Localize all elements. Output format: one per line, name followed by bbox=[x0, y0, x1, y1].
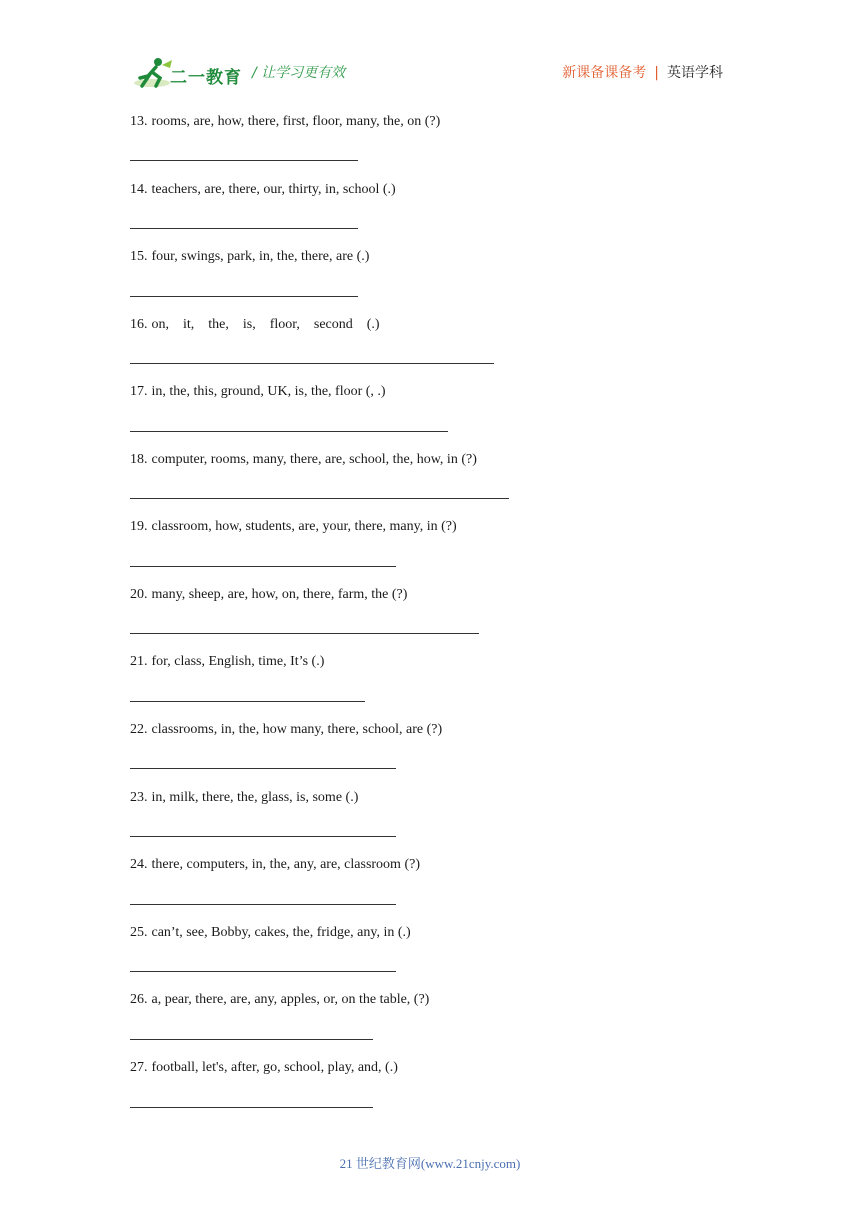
question-number: 14. bbox=[130, 182, 148, 197]
question-item bbox=[130, 518, 750, 536]
header-separator: | bbox=[654, 65, 659, 81]
slogan: / 让学习更有效 bbox=[252, 65, 346, 81]
answer-line[interactable] bbox=[130, 768, 396, 769]
question-number: 16. bbox=[130, 317, 148, 332]
question-words: four, swings, park, in, the, there, are (.) bbox=[151, 249, 370, 264]
question-number: 24. bbox=[130, 857, 148, 872]
question-words: teachers, are, there, our, thirty, in, school (.) bbox=[151, 182, 396, 197]
page-header bbox=[0, 0, 860, 100]
logo-text: 二一教育 bbox=[170, 68, 242, 88]
answer-line[interactable] bbox=[130, 701, 365, 702]
question-number: 18. bbox=[130, 452, 148, 467]
answer-line[interactable] bbox=[130, 228, 358, 229]
question-words: for, class, English, time, It’s (.) bbox=[151, 654, 325, 669]
question-item bbox=[130, 991, 750, 1009]
question-words: on, it, the, is, floor, second (.) bbox=[151, 317, 380, 332]
question-item bbox=[130, 856, 750, 874]
question-number: 26. bbox=[130, 992, 148, 1007]
course-label: 新课备课备考 bbox=[562, 65, 647, 81]
answer-line[interactable] bbox=[130, 566, 396, 567]
answer-line[interactable] bbox=[130, 431, 448, 432]
question-words: a, pear, there, are, any, apples, or, on the table, (?) bbox=[151, 992, 430, 1007]
question-number: 20. bbox=[130, 587, 148, 602]
question-number: 13. bbox=[130, 114, 148, 129]
question-number: 25. bbox=[130, 925, 148, 940]
question-item bbox=[130, 721, 750, 739]
answer-line[interactable] bbox=[130, 363, 494, 364]
question-words: there, computers, in, the, any, are, classroom (?) bbox=[151, 857, 420, 872]
question-number: 27. bbox=[130, 1060, 148, 1075]
page-footer: 21 世纪教育网(www.21cnjy.com) bbox=[339, 1156, 521, 1171]
question-number: 22. bbox=[130, 722, 148, 737]
question-item bbox=[130, 653, 750, 671]
answer-line[interactable] bbox=[130, 160, 358, 161]
question-item bbox=[130, 1059, 750, 1077]
question-item bbox=[130, 316, 750, 334]
answer-line[interactable] bbox=[130, 633, 479, 634]
question-number: 19. bbox=[130, 519, 148, 534]
question-words: classrooms, in, the, how many, there, school, are (?) bbox=[151, 722, 443, 737]
question-words: football, let's, after, go, school, play, and, (.) bbox=[151, 1060, 398, 1075]
subject-label: 英语学科 bbox=[667, 65, 723, 81]
question-item bbox=[130, 181, 750, 199]
header-right bbox=[562, 62, 723, 82]
question-number: 21. bbox=[130, 654, 148, 669]
question-item bbox=[130, 451, 750, 469]
question-item bbox=[130, 248, 750, 266]
answer-line[interactable] bbox=[130, 836, 396, 837]
question-item bbox=[130, 586, 750, 604]
answer-line[interactable] bbox=[130, 1107, 373, 1108]
answer-line[interactable] bbox=[130, 971, 396, 972]
question-number: 15. bbox=[130, 249, 148, 264]
question-item bbox=[130, 789, 750, 807]
question-words: in, the, this, ground, UK, is, the, floor (, .) bbox=[151, 384, 386, 399]
answer-line[interactable] bbox=[130, 1039, 373, 1040]
question-words: rooms, are, how, there, first, floor, many, the, on (?) bbox=[151, 114, 441, 129]
question-words: can’t, see, Bobby, cakes, the, fridge, any, in (.) bbox=[151, 925, 411, 940]
question-words: classroom, how, students, are, your, there, many, in (?) bbox=[151, 519, 457, 534]
question-words: in, milk, there, the, glass, is, some (.) bbox=[151, 790, 359, 805]
question-number: 17. bbox=[130, 384, 148, 399]
question-words: many, sheep, are, how, on, there, farm, the (?) bbox=[151, 587, 408, 602]
question-number: 23. bbox=[130, 790, 148, 805]
question-item bbox=[130, 383, 750, 401]
question-words: computer, rooms, many, there, are, school, the, how, in (?) bbox=[151, 452, 477, 467]
question-item bbox=[130, 924, 750, 942]
question-item bbox=[130, 113, 750, 131]
answer-line[interactable] bbox=[130, 296, 358, 297]
answer-line[interactable] bbox=[130, 498, 509, 499]
answer-line[interactable] bbox=[130, 904, 396, 905]
